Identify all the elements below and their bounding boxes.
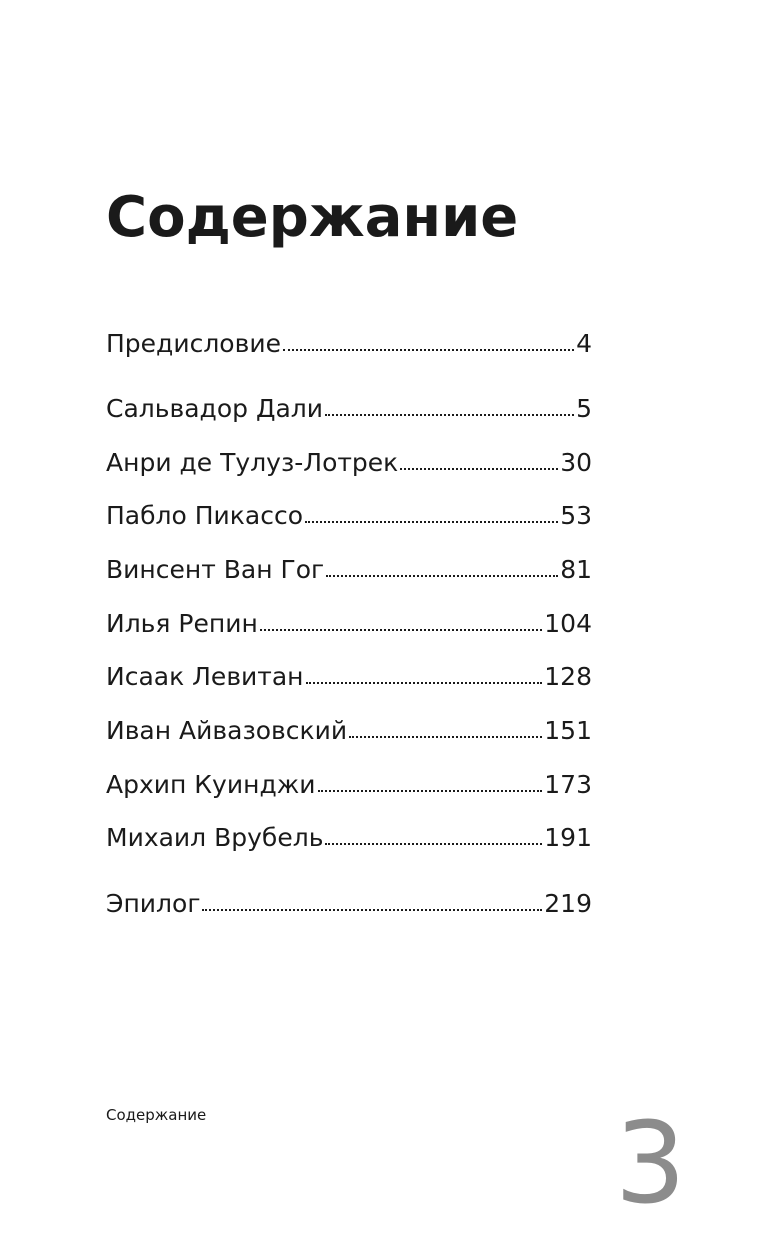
toc-entry-kuindzhi[interactable] [106, 767, 592, 803]
toc-entry-title: Анри де Тулуз-Лотрек [106, 448, 399, 477]
toc-entry-title: Исаак Левитан [106, 662, 304, 691]
toc-entry-page: 151 [544, 716, 592, 745]
page-number: 3 [614, 1099, 686, 1229]
toc-entry-title: Илья Репин [106, 609, 258, 638]
toc-entry-title: Эпилог [106, 889, 201, 918]
toc-entry-page: 81 [560, 555, 592, 584]
dot-leader [325, 839, 542, 845]
dot-leader [260, 625, 542, 631]
dot-leader [318, 786, 543, 792]
toc-entry-preface[interactable] [106, 326, 592, 362]
toc-entry-page: 104 [544, 609, 592, 638]
dot-leader [283, 345, 574, 351]
toc-entry-page: 4 [576, 329, 592, 358]
page-title: Содержание [106, 185, 519, 250]
toc-entry-page: 5 [576, 394, 592, 423]
toc-entry-van-gogh[interactable] [106, 552, 592, 588]
dot-leader [326, 571, 558, 577]
toc-entry-title: Архип Куинджи [106, 770, 316, 799]
toc-entry-levitan[interactable] [106, 659, 592, 695]
toc-entry-epilogue[interactable] [106, 886, 592, 922]
running-head: Содержание [106, 1106, 207, 1124]
dot-leader [202, 905, 542, 911]
toc-entry-dali[interactable] [106, 391, 592, 427]
toc-entry-title: Иван Айвазовский [106, 716, 348, 745]
toc-entry-picasso[interactable] [106, 498, 592, 534]
toc-entry-page: 53 [560, 501, 592, 530]
toc-entry-page: 128 [544, 662, 592, 691]
toc-entry-toulouse-lautrec[interactable] [106, 445, 592, 481]
dot-leader [349, 732, 542, 738]
toc-entry-vrubel[interactable] [106, 820, 592, 856]
toc-entry-page: 219 [544, 889, 592, 918]
toc-entry-page: 191 [544, 823, 592, 852]
toc-entry-repin[interactable] [106, 606, 592, 642]
toc-entry-title: Предисловие [106, 329, 281, 358]
toc-entry-page: 173 [544, 770, 592, 799]
dot-leader [306, 678, 543, 684]
toc-entry-title: Михаил Врубель [106, 823, 324, 852]
dot-leader [400, 464, 558, 470]
toc-entry-title: Сальвадор Дали [106, 394, 324, 423]
toc-entry-aivazovsky[interactable] [106, 713, 592, 749]
dot-leader [325, 410, 574, 416]
toc-entry-title: Пабло Пикассо [106, 501, 304, 530]
toc-entry-title: Винсент Ван Гог [106, 555, 325, 584]
dot-leader [305, 517, 558, 523]
toc-entry-page: 30 [560, 448, 592, 477]
